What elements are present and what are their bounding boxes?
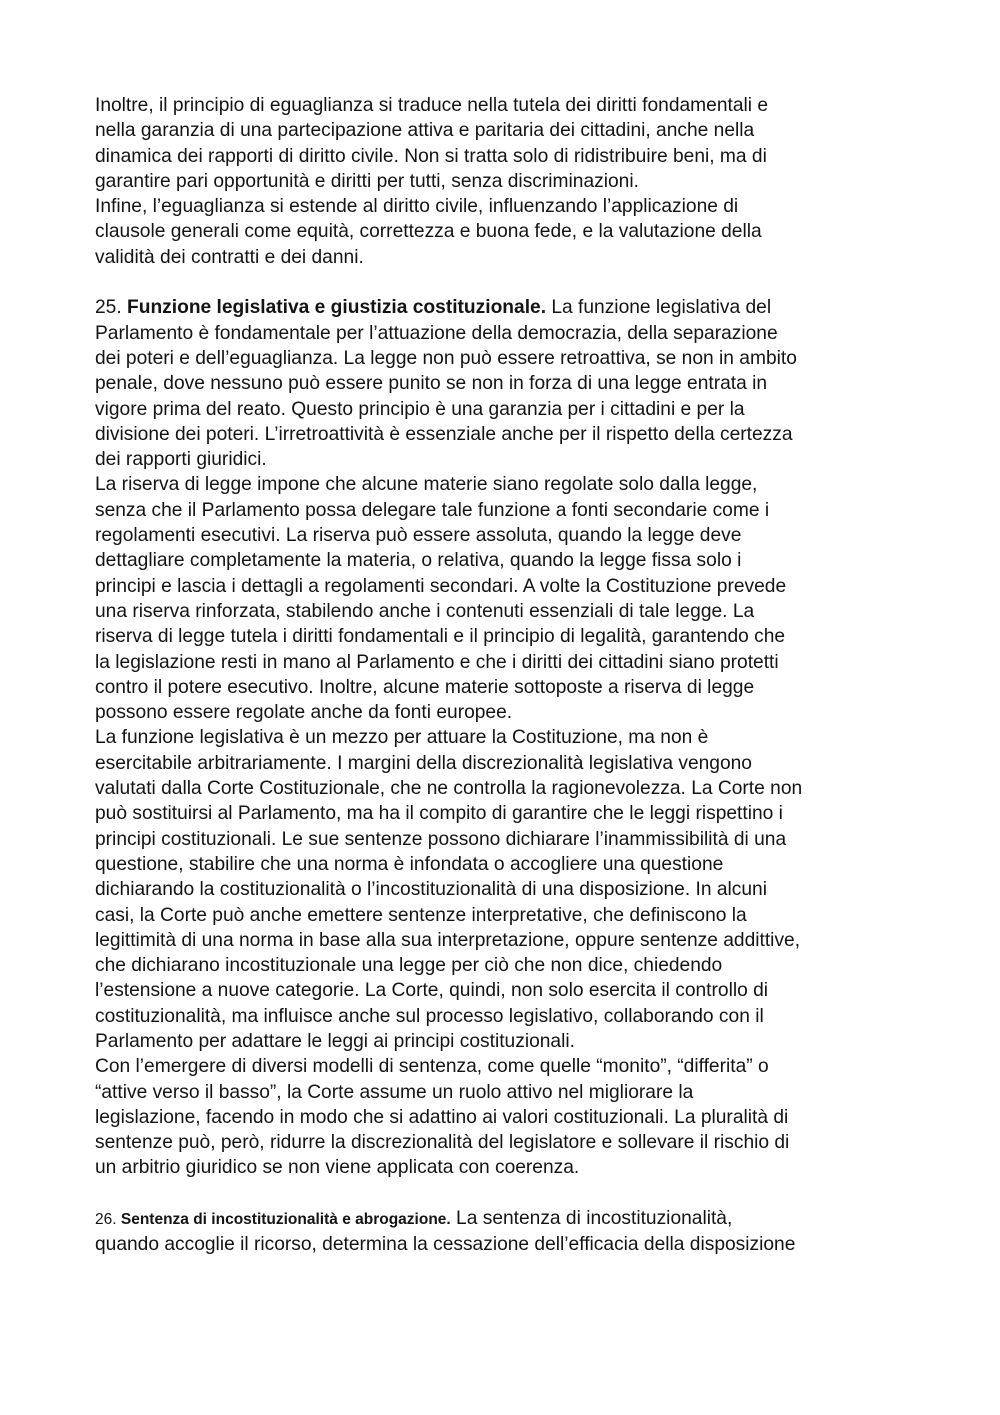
section-25-title: Funzione legislativa e giustizia costituzionale. [127,297,547,319]
section-25-text-1: La funzione legislativa del Parlamento è fondamentale per l’attuazione della democrazia, della separazione dei poteri e dell’eguaglianza. La legge non può essere retroattiva, se non in ambito penale, dove nessuno può essere punito se non in forza di una legge entrata in vigore prima del reato. Questo principio è una garanzia per i cittadini e per la divisione dei poteri. L’irretroattività è essenziale anche per il rispetto della certezza dei rapporti giuridici. [95,297,797,471]
section-26-title: Sentenza di incostituzionalità e abrogazione. [120,1211,451,1229]
section-25-number: 25. [95,297,128,319]
intro-paragraph-2: Infine, l’eguaglianza si estende al diritto civile, influenzando l’applicazione di clausole generali come equità, correttezza e buona fede, e la valutazione della validità dei contratti e dei danni. [95,196,762,268]
section-25-paragraph-2: La riserva di legge impone che alcune materie siano regolate solo dalla legge, senza che il Parlamento possa delegare tale funzione a fonti secondarie come i regolamenti esecutivi. La riserva può essere assoluta, quando la legge deve dettagliare completamente la materia, o relativa, quando la legge fissa solo i principi e lascia i dettagli a regolamenti secondari. A volte la Costituzione prevede una riserva rinforzata, stabilendo anche i contenuti essenziali di tale legge. La riserva di legge tutela i diritti fondamentali e il principio di legalità, garantendo che la legislazione resti in mano al Parlamento e che i diritti dei cittadini siano protetti contro il potere esecutivo. Inoltre, alcune materie sottoposte a riserva di legge possono essere regolate anche da fonti europee. [95,474,787,724]
document-page [95,93,915,1258]
section-25-paragraph-1 [95,295,915,472]
paragraph-gap [95,270,915,295]
intro-paragraph-1: Inoltre, il principio di eguaglianza si traduce nella tutela dei diritti fondamentali e nella garanzia di una partecipazione attiva e paritaria dei cittadini, anche nella dinamica dei rapporti di diritto civile. Non si tratta solo di ridistribuire beni, ma di garantire pari opportunità e diritti per tutti, senza discriminazioni. [95,95,769,192]
section-25-paragraph-3: La funzione legislativa è un mezzo per attuare la Costituzione, ma non è esercitabile arbitrariamente. I margini della discrezionalità legislativa vengono valutati dalla Corte Costituzionale, che ne controlla la ragionevolezza. La Corte non può sostituirsi al Parlamento, ma ha il compito di garantire che le leggi rispettino i principi costituzionali. Le sue sentenze possono dichiarare l’inammissibilità di una questione, stabilire che una norma è infondata o accogliere una questione dichiarando la costituzionalità o l’incostituzionalità di una disposizione. In alcuni casi, la Corte può anche emettere sentenze interpretative, che definiscono la legittimità di una norma in base alla sua interpretazione, oppure sentenze addittive, che dichiarano incostituzionale una legge per ciò che non dice, chiedendo l’estensione a nuove categorie. La Corte, quindi, non solo esercita il controllo di costituzionalità, ma influisce anche sul processo legislativo, collaborando con il Parlamento per adattare le leggi ai principi costituzionali. [95,727,803,1052]
paragraph-gap [95,1181,915,1206]
section-26-text-1: La sentenza di incostituzionalità, quando accoglie il ricorso, determina la cessazione dell’efficacia della disposizione [95,1208,796,1256]
section-25-paragraph-4: Con l’emergere di diversi modelli di sentenza, come quelle “monito”, “differita” o “attive verso il basso”, la Corte assume un ruolo attivo nel migliorare la legislazione, facendo in modo che si adattino ai valori costituzionali. La pluralità di sentenze può, però, ridurre la discrezionalità del legislatore e sollevare il rischio di un arbitrio giuridico se non viene applicata con coerenza. [95,1056,790,1179]
section-26-paragraph-1 [95,1206,915,1258]
section-26-number: 26. [95,1211,121,1229]
